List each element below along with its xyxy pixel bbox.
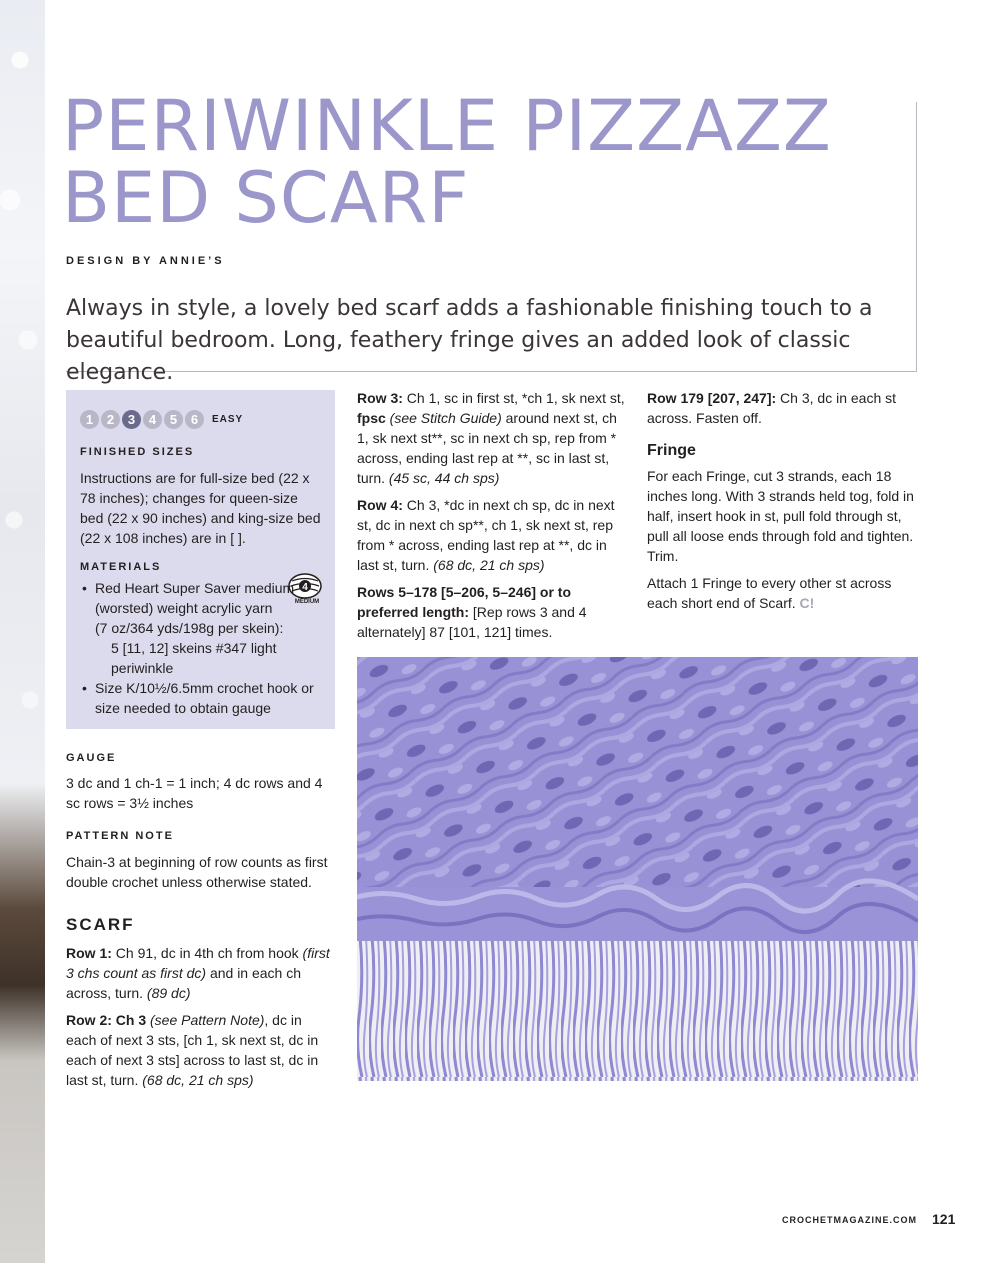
skill-level-6: 6 [185,410,204,429]
row-1-instruction: Row 1: Ch 91, dc in 4th ch from hook (first 3 chs count as first dc) and in each ch across, turn. (89 dc) [66,945,330,1001]
material-item-hook: • Size K/10½/6.5mm crochet hook or size needed to obtain gauge [80,678,315,718]
material-yarn-line1: Red Heart Super Saver medium (worsted) weight acrylic yarn [95,580,295,616]
material-yarn-line2: (7 oz/364 yds/198g per skein): [95,620,284,636]
skill-level-1: 1 [80,410,99,429]
footer-website: CROCHETMAGAZINE.COM [782,1215,917,1225]
materials-list [80,578,315,718]
material-yarn-line3: 5 [11, 12] skeins #347 light periwinkle [111,640,277,676]
title-line-1: PERIWINKLE PIZZAZZ [62,85,832,167]
row-2-instruction: Row 2: Ch 3 (see Pattern Note), dc in each of next 3 sts, [ch 1, sk next st, dc in each of next 3 sts] across to last st, dc in last st, turn. (68 dc, 21 ch sps) [66,1012,319,1088]
page-number: 121 [932,1211,956,1227]
material-item-yarn [80,578,315,678]
fringe-heading: Fringe [647,442,696,459]
title-line-2: BED SCARF [62,157,470,239]
skill-level-3: 3 [122,410,141,429]
pattern-note-text: Chain-3 at beginning of row counts as first double crochet unless otherwise stated. [66,854,328,890]
skill-level-label: EASY [212,414,244,425]
page-title [62,85,832,239]
skill-level-5: 5 [164,410,183,429]
row-3-instruction: Row 3: Ch 1, sc in first st, *ch 1, sk next st, fpsc (see Stitch Guide) around next st, ch 1, sk next st**, sc in next ch sp, rep from * across, ending last rep at **, sc in last st, turn. (45 sc, 44 ch sps) [357,390,625,486]
yarn-weight-number: 4 [302,582,308,593]
crochet-texture-illustration [357,657,918,1081]
instructions-column-3 [647,388,915,620]
intro-paragraph: Always in style, a lovely bed scarf adds a fashionable finishing touch to a beautiful bedroom. Long, feathery fringe gives an added look of classic elegance. [66,296,873,385]
materials-heading: MATERIALS [80,561,162,573]
fringe-text-2: Attach 1 Fringe to every other st across each short end of Scarf. C! [647,575,892,611]
materials-sidebar [66,390,335,729]
designer-byline: DESIGN BY ANNIE’S [66,255,225,267]
instructions-column-1 [66,943,334,1097]
rows-5-178-instruction: Rows 5–178 [5–206, 5–246] or to preferred length: [Rep rows 3 and 4 alternately] 87 [101, 121] times. [357,584,587,640]
skill-level-2: 2 [101,410,120,429]
bedding-photo-strip [0,0,45,1263]
row-179-instruction: Row 179 [207, 247]: Ch 3, dc in each st across. Fasten off. [647,390,897,426]
gauge-text: 3 dc and 1 ch-1 = 1 inch; 4 dc rows and 4 sc rows = 3½ inches [66,775,323,811]
title-frame-rule-vertical [916,102,917,372]
pattern-note-heading: PATTERN NOTE [66,830,174,842]
row-4-instruction: Row 4: Ch 3, *dc in next ch sp, dc in next st, dc in next ch sp**, ch 1, sk next st, rep from * across, ending last rep at **, dc in last st, turn. (68 dc, 21 ch sps) [357,497,615,573]
finished-sizes-text: Instructions are for full-size bed (22 x 78 inches); changes for queen-size bed (22 x 90 inches) and king-size bed (22 x 108 inches) are in [ ]. [80,470,321,546]
gauge-heading: GAUGE [66,752,117,764]
article-end-mark: C! [799,595,815,611]
skill-level-indicator [80,410,243,429]
instructions-column-2 [357,388,629,649]
finished-sizes-heading: FINISHED SIZES [80,446,195,458]
scarf-heading: SCARF [66,915,135,934]
scarf-closeup-photo [357,657,918,1081]
fringe-text-1: For each Fringe, cut 3 strands, each 18 inches long. With 3 strands held tog, fold in half, insert hook in st, pull fold through st, pull all loose ends through fold and tighten. Trim. [647,468,914,564]
yarn-weight-label: MEDIUM [294,599,320,605]
skill-level-4: 4 [143,410,162,429]
